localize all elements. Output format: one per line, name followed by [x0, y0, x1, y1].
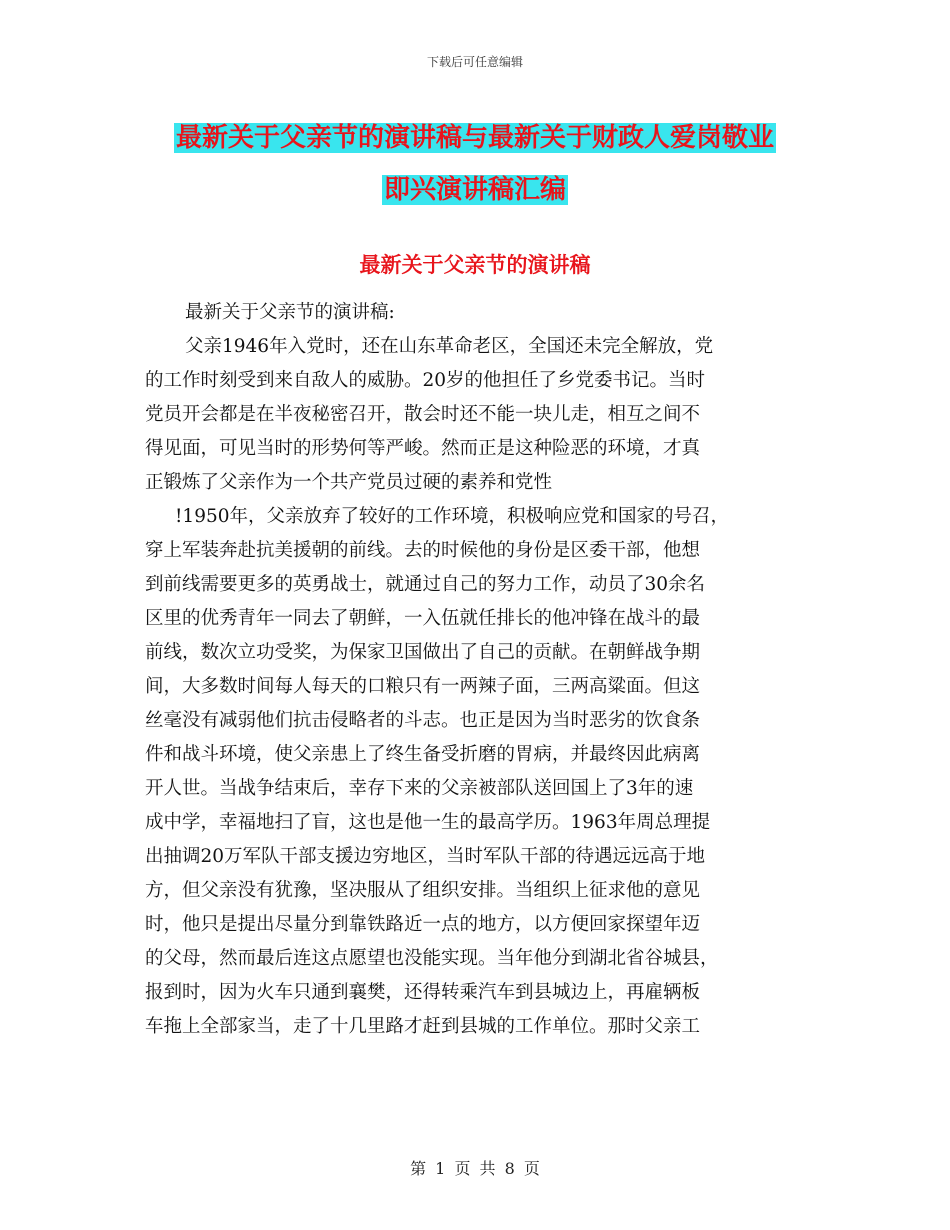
body-line: 报到时，因为火车只通到襄樊，还得转乘汽车到县城边上，再雇辆板 — [145, 982, 701, 1003]
body-line: 父亲1946年入党时，还在山东革命老区，全国还未完全解放，党 — [185, 336, 714, 357]
body-line: 间，大多数时间每人每天的口粮只有一两辣子面，三两高粱面。但这 — [145, 676, 701, 697]
body-line: 正锻炼了父亲作为一个共产党员过硬的素养和党性 — [145, 472, 553, 493]
title-line-2-text: 即兴演讲稿汇编 — [383, 175, 566, 205]
body-line: 方，但父亲没有犹豫，坚决服从了组织安排。当组织上征求他的意见 — [145, 880, 701, 901]
body-line: 的父母，然而最后连这点愿望也没能实现。当年他分到湖北省谷城县， — [145, 948, 719, 969]
body-line: 党员开会都是在半夜秘密召开，散会时还不能一块儿走，相互之间不 — [145, 404, 701, 425]
body-line: 区里的优秀青年一同去了朝鲜，一入伍就任排长的他冲锋在战斗的最 — [145, 608, 701, 629]
body-line: 开人世。当战争结束后，幸存下来的父亲被部队送回国上了3年的速 — [145, 778, 694, 799]
section-title: 最新关于父亲节的演讲稿 — [359, 253, 591, 277]
body-line: 到前线需要更多的英勇战士，就通过自己的努力工作，动员了30余名 — [145, 574, 706, 595]
page-header: 下载后可任意编辑 — [426, 55, 523, 69]
body-line: 最新关于父亲节的演讲稿: — [185, 302, 395, 323]
body-line: 前线，数次立功受奖，为保家卫国做出了自己的贡献。在朝鲜战争期 — [145, 642, 701, 663]
body-line: 时，他只是提出尽量分到靠铁路近一点的地方，以方便回家探望年迈 — [145, 914, 701, 935]
document-title-line-1 — [0, 112, 950, 164]
body-line: 丝毫没有减弱他们抗击侵略者的斗志。也正是因为当时恶劣的饮食条 — [145, 710, 701, 731]
body-line: 件和战斗环境，使父亲患上了终生备受折磨的胃病，并最终因此病离 — [145, 744, 701, 765]
body-text — [145, 296, 825, 1044]
body-line: 成中学，幸福地扫了盲，这也是他一生的最高学历。1963年周总理提 — [145, 812, 711, 833]
body-line: !1950年，父亲放弃了较好的工作环境，积极响应党和国家的号召， — [175, 506, 730, 527]
body-line: 车拖上全部家当，走了十几里路才赶到县城的工作单位。那时父亲工 — [145, 1016, 701, 1037]
body-line: 出抽调20万军队干部支援边穷地区，当时军队干部的待遇远远高于地 — [145, 846, 706, 867]
document-title-line-2 — [0, 164, 950, 216]
page-footer: 第 1 页 共 8 页 — [410, 1159, 540, 1178]
body-line: 穿上军装奔赴抗美援朝的前线。去的时候他的身份是区委干部，他想 — [145, 540, 701, 561]
body-line: 的工作时刻受到来自敌人的威胁。20岁的他担任了乡党委书记。当时 — [145, 370, 706, 391]
title-line-1-text: 最新关于父亲节的演讲稿与最新关于财政人爱岗敬业 — [175, 123, 774, 153]
document-title — [0, 112, 950, 216]
body-line: 得见面，可见当时的形势何等严峻。然而正是这种险恶的环境，才真 — [145, 438, 701, 459]
